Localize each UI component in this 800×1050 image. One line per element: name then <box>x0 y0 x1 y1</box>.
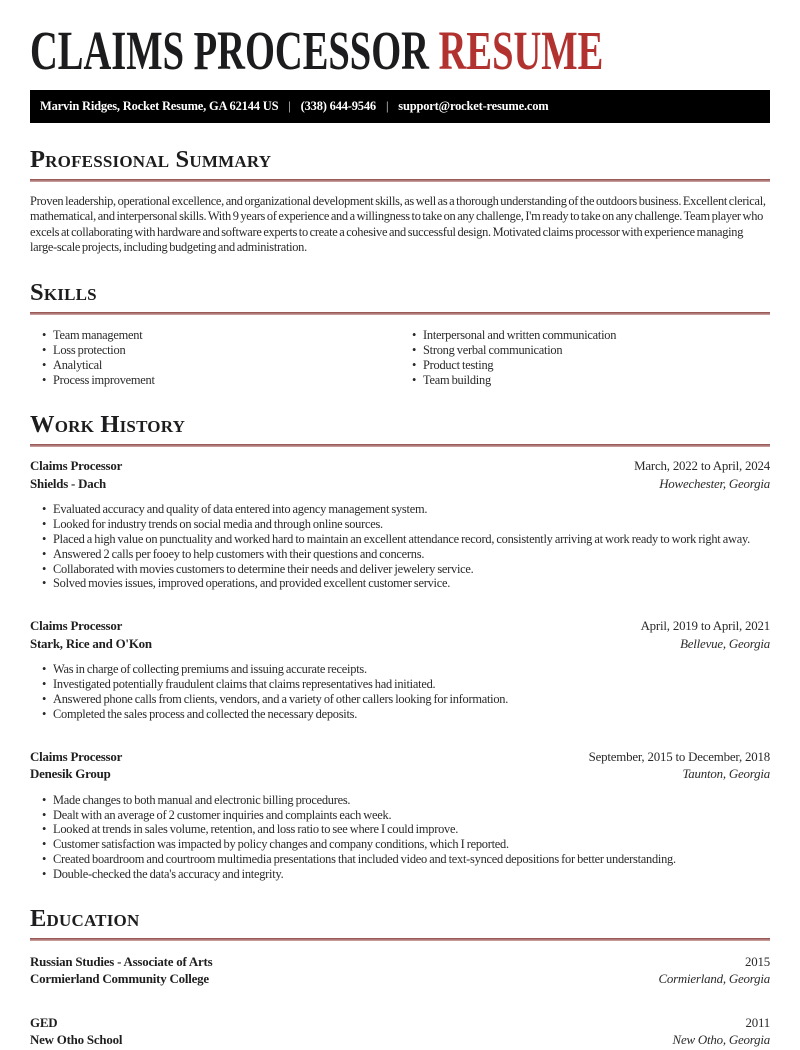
skill-item: • Team building <box>423 373 770 388</box>
job-bullet: • Completed the sales process and collected the necessary deposits. <box>53 707 770 722</box>
job-dates: September, 2015 to December, 2018 <box>588 749 770 764</box>
education-location: Cormierland, Georgia <box>658 972 770 987</box>
skill-item: • Loss protection <box>53 343 400 358</box>
page-title-accent: RESUME <box>438 20 604 81</box>
skill-item: • Analytical <box>53 358 400 373</box>
job-bullet: • Answered 2 calls per fooey to help customers with their questions and concerns. <box>53 547 770 562</box>
section-heading-summary: Professional Summary <box>30 146 272 173</box>
job-header-row <box>30 749 770 767</box>
job-company: Denesik Group <box>30 767 111 782</box>
job-bullet: • Looked at trends in sales volume, retention, and loss ratio to see where I could improve. <box>53 822 770 837</box>
summary-text: Proven leadership, operational excellence, and organizational development skills, as well as a thorough understanding of the outdoors business. Excellent clerical, mathematical, and interpersonal skills. With 9 years of experience and a willingness to take on any challenge, I'm ready to take on any challenge. Team player who excels at collaborating with hardware and software experts to create a cohesive and successful design. Motivated claims processor with experience managing large-scale projects, including budgeting and administration. <box>30 193 766 255</box>
education-school: New Otho School <box>30 1033 123 1048</box>
skill-item: • Process improvement <box>53 373 400 388</box>
job-dates: March, 2022 to April, 2024 <box>634 459 770 474</box>
job-bullet: • Made changes to both manual and electronic billing procedures. <box>53 793 770 808</box>
education-year: 2011 <box>745 1015 770 1030</box>
page-title-text <box>30 20 604 81</box>
job-bullet: • Solved movies issues, improved operations, and provided excellent customer service. <box>53 576 770 591</box>
skills-list-left <box>30 328 400 389</box>
section-rule <box>30 938 770 941</box>
job-header-row <box>30 618 770 636</box>
education-entry <box>30 1015 770 1050</box>
page-title <box>30 20 770 81</box>
job-bullet: • Collaborated with movies customers to determine their needs and deliver jewelery service. <box>53 562 770 577</box>
skill-item: • Product testing <box>423 358 770 373</box>
job-bullet: • Investigated potentially fraudulent claims that claims representatives had initiated. <box>53 677 770 692</box>
education-entry <box>30 954 770 989</box>
job-company-row <box>30 636 770 654</box>
job-company: Shields - Dach <box>30 476 106 491</box>
job-bullet: • Double-checked the data's accuracy and integrity. <box>53 867 770 882</box>
job-location: Howechester, Georgia <box>659 476 770 491</box>
job-bullet-list <box>30 502 770 591</box>
job-bullet: • Was in charge of collecting premiums and issuing accurate receipts. <box>53 662 770 677</box>
job-bullet: • Answered phone calls from clients, vendors, and a variety of other callers looking for information. <box>53 692 770 707</box>
job-header-row <box>30 458 770 476</box>
job-title: Claims Processor <box>30 619 123 634</box>
skills-list-right <box>400 328 770 389</box>
job-title: Claims Processor <box>30 749 123 764</box>
job-company-row <box>30 766 770 784</box>
education-degree: Russian Studies - Associate of Arts <box>30 954 213 969</box>
job-bullet: • Placed a high value on punctuality and worked hard to maintain an excellent attendance record, consistently arriving at work ready to work right away. <box>53 532 770 547</box>
job-bullet-list <box>30 793 770 882</box>
skill-item: • Interpersonal and written communication <box>423 328 770 343</box>
education-degree: GED <box>30 1015 58 1030</box>
section-heading-education: Education <box>30 904 140 932</box>
page-title-main: CLAIMS PROCESSOR <box>30 20 429 81</box>
education-school: Cormierland Community College <box>30 972 209 987</box>
job-bullet: • Evaluated accuracy and quality of data entered into agency management system. <box>53 502 770 517</box>
job-bullet-list <box>30 662 770 721</box>
job-bullet: • Looked for industry trends on social media and through online sources. <box>53 517 770 532</box>
education-degree-row <box>30 954 770 972</box>
job-company: Stark, Rice and O'Kon <box>30 636 152 651</box>
job-entry <box>30 749 770 882</box>
job-bullet: • Customer satisfaction was impacted by policy changes and company conditions, which I reported. <box>53 837 770 852</box>
job-dates: April, 2019 to April, 2021 <box>640 619 770 634</box>
skill-item: • Strong verbal communication <box>423 343 770 358</box>
education-school-row <box>30 971 770 989</box>
job-company-row <box>30 476 770 494</box>
job-entry <box>30 618 770 721</box>
skills-columns <box>30 328 770 389</box>
contact-separator: | <box>288 99 291 113</box>
job-bullet: • Created boardroom and courtroom multimedia presentations that included video and text-synced depositions for better understanding. <box>53 852 770 867</box>
education-location: New Otho, Georgia <box>672 1033 770 1048</box>
education-degree-row <box>30 1015 770 1033</box>
section-rule <box>30 179 770 182</box>
job-location: Bellevue, Georgia <box>680 636 770 651</box>
contact-email: support@rocket-resume.com <box>398 99 549 113</box>
contact-separator: | <box>385 99 389 113</box>
job-title: Claims Processor <box>30 459 123 474</box>
job-entry <box>30 458 770 591</box>
contact-phone: (338) 644-9546 <box>300 99 376 113</box>
section-rule <box>30 312 770 315</box>
job-location: Taunton, Georgia <box>682 767 770 782</box>
contact-bar <box>30 90 770 123</box>
section-heading-work-history: Work History <box>30 411 186 439</box>
education-year: 2015 <box>745 954 770 969</box>
section-rule <box>30 444 770 447</box>
section-heading-skills: Skills <box>30 278 97 306</box>
job-bullet: • Dealt with an average of 2 customer inquiries and complaints each week. <box>53 808 770 823</box>
contact-name-location: Marvin Ridges, Rocket Resume, GA 62144 US <box>40 99 279 113</box>
skill-item: • Team management <box>53 328 400 343</box>
